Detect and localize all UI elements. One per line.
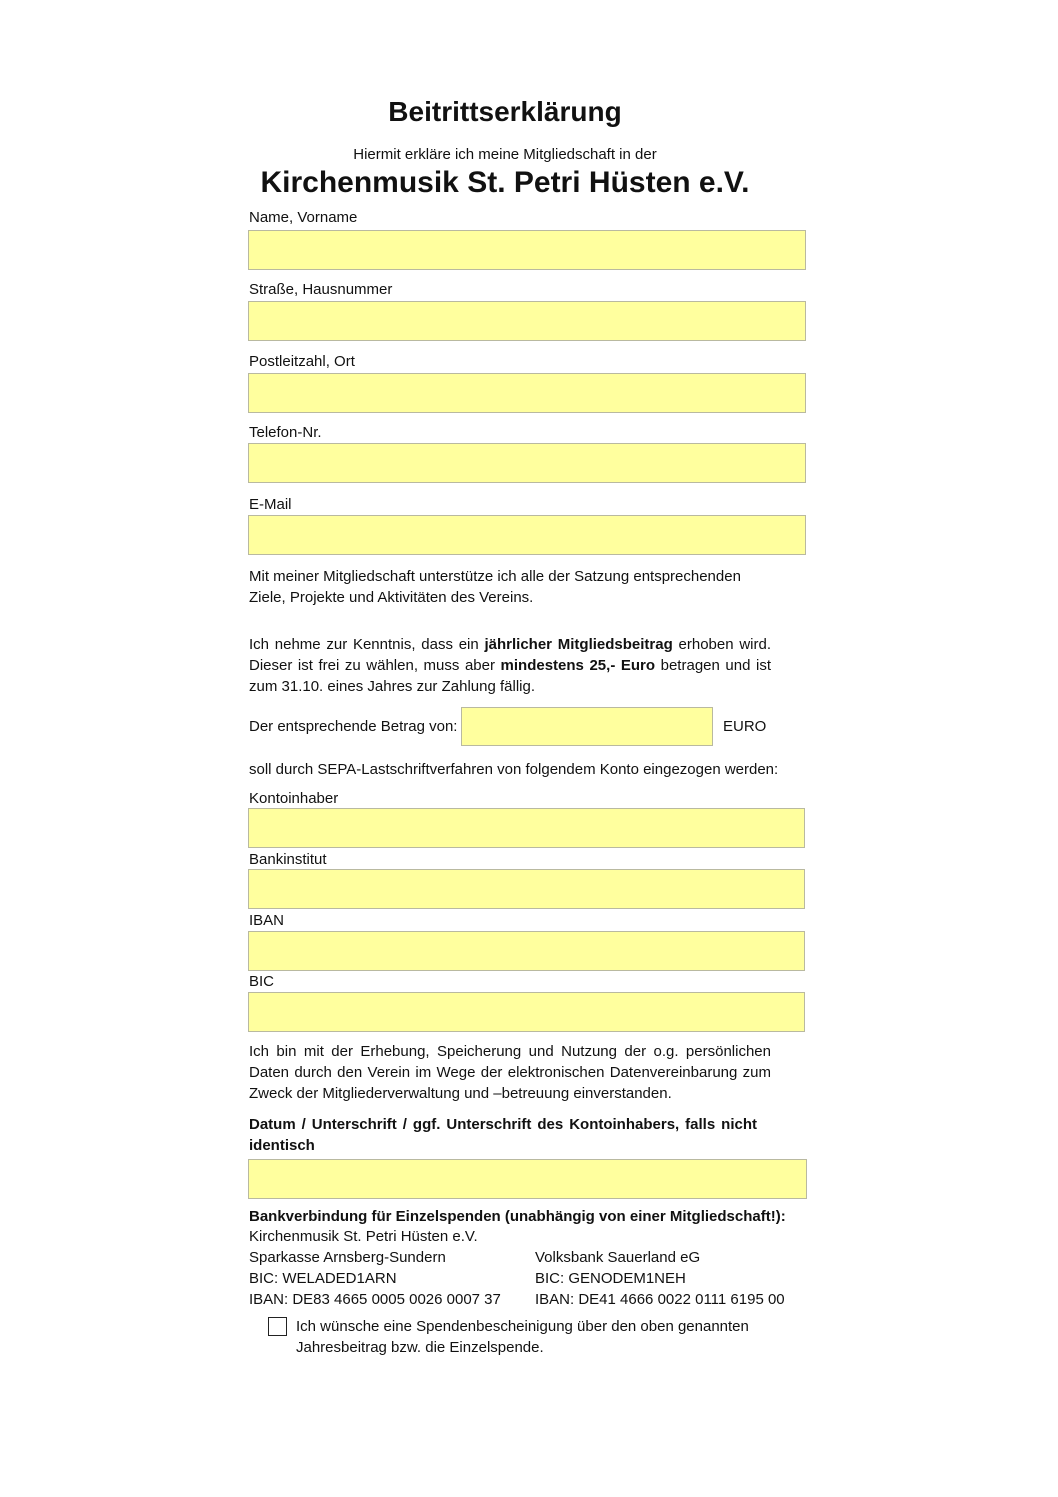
iban-field[interactable] — [248, 931, 805, 971]
fee-text-bold: mindestens 25,- Euro — [500, 657, 656, 674]
privacy-text: Ich bin mit der Erhebung, Speicherung und Nutzung der o.g. persönlichen Daten durch den Verein im Wege der elektronischen Datenvereinbarung zum Zweck der Mitgliederverwaltung und –betreuung einverstanden. — [249, 1043, 771, 1102]
fee-text-part: erhoben wird. Dieser ist frei zu wählen, muss aber — [249, 636, 771, 674]
account-holder-field[interactable] — [248, 808, 805, 848]
receipt-text-line1: Ich wünsche eine Spendenbescheinigung über den oben genannten — [296, 1318, 749, 1335]
support-text: Mit meiner Mitgliedschaft unterstütze ich alle der Satzung entsprechenden Ziele, Projekte und Aktivitäten des Vereins. — [249, 568, 741, 606]
bank1-bic: BIC: WELADED1ARN — [249, 1270, 397, 1287]
bank2-name: Volksbank Sauerland eG — [535, 1249, 701, 1266]
account-holder-label: Kontoinhaber — [249, 790, 339, 807]
name-label: Name, Vorname — [249, 209, 358, 226]
fee-text — [249, 634, 771, 697]
signature-field[interactable] — [248, 1159, 807, 1199]
phone-field[interactable] — [248, 443, 806, 483]
phone-label: Telefon-Nr. — [249, 424, 322, 441]
bank1-name: Sparkasse Arnsberg-Sundern — [249, 1249, 446, 1266]
amount-label: Der entsprechende Betrag von: — [249, 718, 458, 735]
signature-label: Datum / Unterschrift / ggf. Unterschrift des Kontoinhabers, falls nicht identisch — [249, 1116, 757, 1154]
street-label: Straße, Hausnummer — [249, 281, 393, 298]
bic-label: BIC — [249, 973, 275, 990]
email-label: E-Mail — [249, 496, 292, 513]
fee-text-part: Ich nehme zur Kenntnis, dass ein — [249, 636, 485, 653]
iban-label: IBAN — [249, 912, 285, 929]
bank-institute-field[interactable] — [248, 869, 805, 909]
organization-name: Kirchenmusik St. Petri Hüsten e.V. — [260, 166, 750, 199]
name-field[interactable] — [248, 230, 806, 270]
form-subtitle: Hiermit erkläre ich meine Mitgliedschaft in der — [353, 146, 657, 163]
donation-recipient: Kirchenmusik St. Petri Hüsten e.V. — [249, 1228, 478, 1245]
email-field[interactable] — [248, 515, 806, 555]
receipt-text-line2: Jahresbeitrag bzw. die Einzelspende. — [296, 1339, 544, 1356]
sepa-text: soll durch SEPA-Lastschriftverfahren von folgendem Konto eingezogen werden: — [249, 761, 779, 778]
form-title: Beitrittserklärung — [388, 96, 622, 127]
amount-unit: EURO — [723, 718, 767, 735]
amount-field[interactable] — [461, 707, 713, 746]
donation-receipt-checkbox[interactable] — [268, 1317, 287, 1336]
donation-heading: Bankverbindung für Einzelspenden (unabhängig von einer Mitgliedschaft!): — [249, 1208, 786, 1225]
zip-city-field[interactable] — [248, 373, 806, 413]
fee-text-bold: jährlicher Mitgliedsbeitrag — [484, 636, 673, 653]
fee-text-part: betragen und ist zum 31.10. eines Jahres zur Zahlung fällig. — [249, 657, 771, 695]
bank1-iban: IBAN: DE83 4665 0005 0026 0007 37 — [249, 1291, 501, 1308]
bic-field[interactable] — [248, 992, 805, 1032]
bank2-bic: BIC: GENODEM1NEH — [535, 1270, 686, 1287]
zip-city-label: Postleitzahl, Ort — [249, 353, 355, 370]
street-field[interactable] — [248, 301, 806, 341]
bank-institute-label: Bankinstitut — [249, 851, 327, 868]
bank2-iban: IBAN: DE41 4666 0022 0111 6195 00 — [535, 1291, 785, 1308]
